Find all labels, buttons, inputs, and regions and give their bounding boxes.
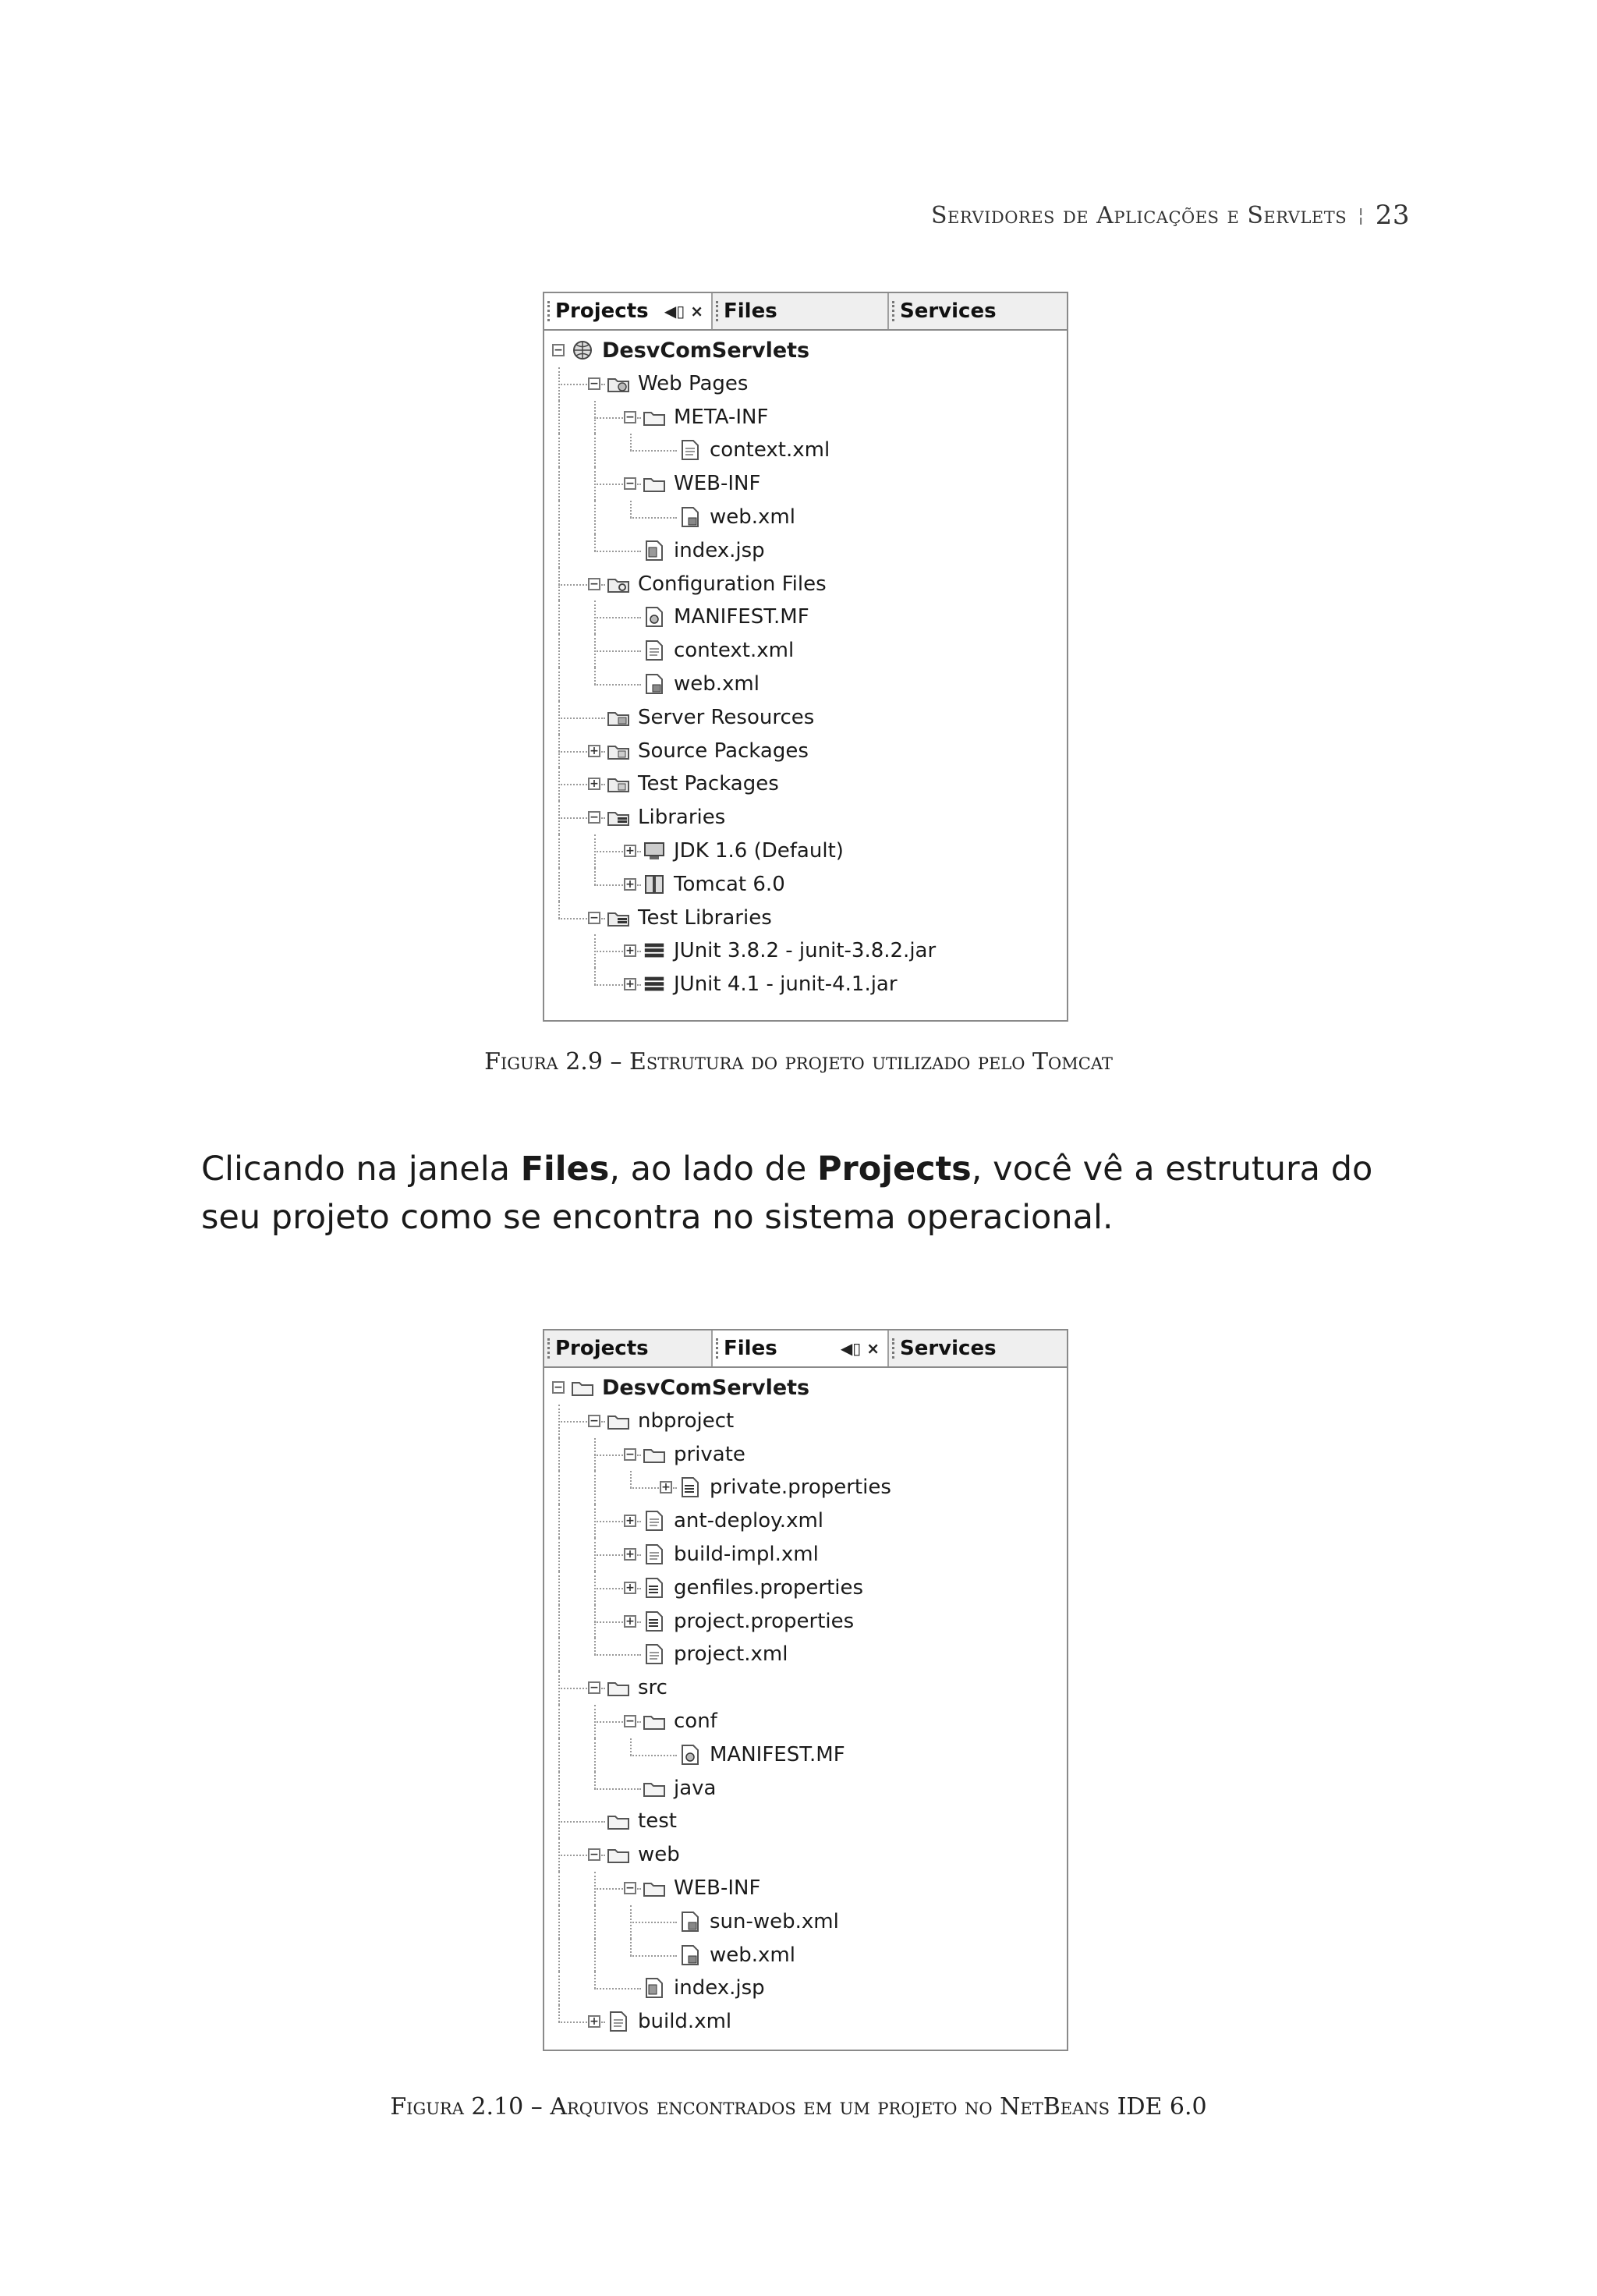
tree-node-label: web.xml (674, 671, 760, 696)
tree-node[interactable] (544, 1371, 1067, 1405)
paragraph-text: Clicando na janela (201, 1150, 521, 1189)
tree-connector (558, 1738, 560, 1772)
tree-connector (594, 1972, 596, 1989)
tree-connector (630, 501, 632, 518)
tree-connector (558, 1471, 560, 1504)
caption-dash: – (610, 1048, 622, 1075)
jar-icon (643, 973, 666, 995)
tree-connector (630, 1738, 632, 1756)
tree-node-label: META-INF (674, 405, 769, 429)
tree-node-label: java (674, 1776, 717, 1800)
running-head-separator: ¦ (1358, 204, 1365, 226)
jar-icon (643, 940, 666, 962)
tree-node-label: context.xml (710, 438, 830, 462)
paragraph-bold-files: Files (520, 1150, 610, 1189)
tree-connector (558, 1438, 560, 1472)
tree-node-label: index.jsp (674, 1976, 765, 2000)
tree-connector (558, 1671, 560, 1705)
tree-node-label: build-impl.xml (674, 1542, 819, 1566)
tree-connector (558, 1772, 560, 1805)
tree-node[interactable] (544, 1972, 1067, 2005)
tree-node[interactable] (544, 334, 1067, 367)
tab-projects[interactable] (544, 293, 713, 329)
tab-controls[interactable]: ◀▯ × (664, 302, 703, 321)
tree-node-label: private (674, 1442, 745, 1466)
tree-connector (558, 1605, 560, 1639)
expand-toggle[interactable]: + (624, 1615, 636, 1628)
folder-icon (571, 1377, 594, 1398)
expand-toggle[interactable]: + (624, 944, 636, 957)
expand-toggle[interactable]: + (624, 1582, 636, 1594)
tree-connector (558, 1638, 560, 1671)
tree-connector (558, 868, 560, 902)
file-tree (544, 1368, 1067, 2039)
tab-label: Services (900, 299, 997, 323)
tree-connector (594, 551, 641, 552)
tree-node[interactable] (544, 767, 1067, 801)
tree-node-label: Libraries (638, 806, 726, 830)
tree-node-label: sun-web.xml (710, 1909, 839, 1933)
xml-icon (678, 439, 702, 461)
tree-connector (594, 1872, 596, 1905)
collapse-toggle[interactable]: − (588, 912, 600, 924)
caption-label: Figura 2.10 (390, 2093, 524, 2121)
tree-connector (630, 450, 677, 452)
tree-node-label: JUnit 4.1 - junit-4.1.jar (674, 973, 898, 997)
tree-node-label: WEB-INF (674, 1876, 761, 1900)
collapse-toggle[interactable]: − (624, 411, 636, 423)
libraries-icon (607, 907, 630, 929)
tree-connector (594, 650, 641, 652)
collapse-toggle[interactable]: − (552, 344, 565, 356)
tree-node-label: ant-deploy.xml (674, 1509, 824, 1533)
tree-connector (594, 1438, 596, 1472)
tree-connector (558, 367, 560, 401)
tree-node-label: Test Packages (638, 772, 779, 796)
tree-connector (558, 701, 560, 735)
expand-toggle[interactable]: + (624, 878, 636, 891)
tree-node-label: project.xml (674, 1642, 788, 1667)
tree-node[interactable] (544, 968, 1067, 1001)
tree-connector (558, 1872, 560, 1905)
tree-node-label: DesvComServlets (602, 338, 810, 363)
xml-icon (643, 1643, 666, 1665)
collapse-toggle[interactable]: − (588, 578, 600, 590)
collapse-toggle[interactable]: − (624, 1715, 636, 1727)
tree-connector (558, 434, 560, 467)
tree-node-label: web (638, 1843, 680, 1867)
tree-connector (558, 568, 560, 601)
tree-connector (594, 1788, 641, 1790)
tree-connector (558, 1705, 560, 1738)
folder-icon (643, 1877, 666, 1899)
collapse-toggle[interactable]: − (588, 1415, 600, 1427)
xml-icon (643, 640, 666, 661)
collapse-toggle[interactable]: − (624, 477, 636, 490)
figure-caption (0, 2093, 1597, 2121)
expand-toggle[interactable]: + (624, 978, 636, 990)
folder-icon (607, 1410, 630, 1432)
tree-connector (594, 601, 596, 634)
tree-connector (630, 1905, 632, 1939)
tree-connector (594, 1988, 641, 1990)
tree-node-label: Server Resources (638, 705, 815, 729)
tree-node[interactable] (544, 1671, 1067, 1705)
tree-node[interactable] (544, 1838, 1067, 1872)
collapse-toggle[interactable]: − (624, 1448, 636, 1461)
tab-files[interactable] (713, 1330, 889, 1366)
tree-connector (630, 1955, 677, 1957)
expand-toggle[interactable]: + (660, 1481, 672, 1493)
manifest-icon (643, 606, 666, 628)
folder-icon (643, 1777, 666, 1799)
tree-node[interactable] (544, 1705, 1067, 1738)
tree-node[interactable] (544, 1471, 1067, 1504)
body-paragraph (201, 1145, 1418, 1242)
tree-node-label: genfiles.properties (674, 1575, 864, 1600)
tree-node[interactable] (544, 601, 1067, 634)
tree-connector (594, 1638, 596, 1655)
tree-node[interactable] (544, 467, 1067, 501)
tree-node[interactable] (544, 2005, 1067, 2039)
tab-label: Files (724, 299, 777, 323)
xml-icon (643, 1510, 666, 1532)
tree-node[interactable] (544, 1738, 1067, 1772)
tree-connector (594, 934, 596, 968)
caption-dash: – (530, 2093, 543, 2121)
tab-bar (544, 293, 1067, 331)
tree-connector (558, 1905, 560, 1939)
jdk-icon (643, 840, 666, 862)
tab-services[interactable] (889, 293, 1067, 329)
tree-node[interactable] (544, 501, 1067, 534)
tree-node[interactable] (544, 1571, 1067, 1605)
tree-node-label: Configuration Files (638, 572, 827, 596)
tree-node-label: conf (674, 1709, 717, 1733)
tree-connector (558, 1838, 560, 1872)
tree-node-label: MANIFEST.MF (674, 605, 809, 629)
folder-icon (643, 473, 666, 494)
tree-node[interactable] (544, 634, 1067, 668)
tree-node[interactable] (544, 834, 1067, 868)
tree-connector (594, 1705, 596, 1738)
tree-node-label: Tomcat 6.0 (674, 872, 785, 896)
tree-connector (558, 1939, 560, 1972)
collapse-toggle[interactable]: − (588, 1848, 600, 1861)
collapse-toggle[interactable]: − (588, 1681, 600, 1694)
tree-node-label: JUnit 3.8.2 - junit-3.8.2.jar (674, 939, 937, 963)
tree-node[interactable] (544, 534, 1067, 568)
tree-connector (594, 1738, 596, 1772)
tree-node[interactable] (544, 1939, 1067, 1972)
tree-connector (558, 1805, 560, 1838)
tree-connector (558, 1538, 560, 1571)
project-icon (571, 339, 594, 361)
xml-icon (607, 2011, 630, 2032)
expand-toggle[interactable]: + (624, 1548, 636, 1561)
tree-connector (594, 534, 596, 551)
caption-text: Arquivos encontrados em um projeto no NetBeans IDE 6.0 (550, 2093, 1207, 2121)
tree-connector (594, 1654, 641, 1656)
figure-caption (0, 1048, 1597, 1075)
tab-bar (544, 1330, 1067, 1368)
tree-connector (594, 1471, 596, 1504)
tree-connector (558, 801, 560, 834)
server-lib-icon (643, 873, 666, 895)
config-icon (607, 573, 630, 595)
collapse-toggle[interactable]: − (588, 377, 600, 390)
tree-node-label: src (638, 1676, 667, 1700)
tree-node-label: web.xml (710, 505, 795, 529)
tree-connector (558, 601, 560, 634)
tree-node[interactable] (544, 1872, 1067, 1905)
tree-node-label: DesvComServlets (602, 1376, 810, 1400)
tree-node[interactable] (544, 801, 1067, 834)
tree-connector (558, 1571, 560, 1605)
project-tree (544, 331, 1067, 1001)
caption-label: Figura 2.9 (484, 1048, 603, 1075)
tree-connector (594, 1905, 596, 1939)
tree-connector (558, 718, 605, 719)
tab-controls[interactable]: ◀▯ × (840, 1339, 880, 1358)
tree-connector (558, 1972, 560, 2005)
expand-toggle[interactable]: + (624, 1515, 636, 1527)
tree-node[interactable] (544, 1405, 1067, 1438)
folder-icon (607, 1844, 630, 1866)
webxml-icon (678, 506, 702, 528)
folder-icon (607, 1810, 630, 1832)
tree-connector (630, 434, 632, 451)
tree-connector (558, 634, 560, 668)
tree-connector (558, 1504, 560, 1538)
tree-connector (594, 834, 596, 868)
tree-node[interactable] (544, 1605, 1067, 1639)
tree-connector (558, 1405, 560, 1438)
tree-connector (594, 1504, 596, 1538)
expand-toggle[interactable]: + (588, 745, 600, 757)
package-icon (607, 773, 630, 795)
tree-node[interactable] (544, 902, 1067, 935)
props-icon (678, 1476, 702, 1498)
folder-icon (643, 406, 666, 428)
tree-node[interactable] (544, 434, 1067, 467)
tree-node[interactable] (544, 1504, 1067, 1538)
tree-connector (594, 1538, 596, 1571)
tree-node-label: test (638, 1809, 677, 1834)
tree-node[interactable] (544, 1638, 1067, 1671)
tab-label: Services (900, 1337, 997, 1360)
folder-icon (607, 1677, 630, 1699)
manifest-icon (678, 1744, 702, 1766)
tree-connector (558, 735, 560, 768)
expand-toggle[interactable]: + (588, 778, 600, 790)
expand-toggle[interactable]: + (624, 845, 636, 857)
tree-connector (594, 684, 641, 686)
tree-node[interactable] (544, 868, 1067, 902)
server-icon (607, 707, 630, 728)
tree-node[interactable] (544, 1772, 1067, 1805)
tree-node-label: index.jsp (674, 538, 765, 562)
tree-connector (594, 1605, 596, 1639)
files-window-figure (543, 1329, 1068, 2051)
tree-node-label: private.properties (710, 1476, 891, 1500)
tree-node-label: Web Pages (638, 371, 749, 395)
tree-node[interactable] (544, 367, 1067, 401)
tab-label: Projects (555, 299, 649, 323)
tree-connector (558, 2005, 560, 2022)
xml-icon (643, 1543, 666, 1565)
tree-connector (558, 401, 560, 434)
tree-node[interactable] (544, 1805, 1067, 1838)
tree-connector (558, 834, 560, 868)
running-title: Servidores de Aplicações e Servlets (930, 201, 1347, 229)
tab-label: Projects (555, 1337, 649, 1360)
tree-node[interactable] (544, 735, 1067, 768)
tree-connector (594, 617, 641, 618)
tree-node-label: project.properties (674, 1609, 855, 1633)
tree-connector (594, 868, 596, 885)
tree-connector (630, 1939, 632, 1956)
tree-node[interactable] (544, 701, 1067, 735)
projects-window-figure (543, 292, 1068, 1022)
folder-icon (643, 1444, 666, 1465)
tree-connector (558, 1821, 605, 1823)
tree-connector (630, 1471, 632, 1488)
tree-connector (594, 401, 596, 434)
tree-connector (558, 467, 560, 501)
jsp-icon (643, 1977, 666, 1999)
tab-services[interactable] (889, 1330, 1067, 1366)
package-icon (607, 740, 630, 762)
tab-label: Files (724, 1337, 777, 1360)
paragraph-text: , você vê a estrutura do seu projeto como se encontra no sistema operacional. (201, 1150, 1373, 1237)
tree-connector (594, 668, 596, 685)
tree-node[interactable] (544, 401, 1067, 434)
tree-node-label: JDK 1.6 (Default) (674, 838, 844, 863)
tree-node[interactable] (544, 568, 1067, 601)
tree-connector (594, 1571, 596, 1605)
tab-files[interactable] (713, 293, 889, 329)
props-icon (643, 1577, 666, 1599)
expand-toggle[interactable]: + (588, 2015, 600, 2028)
jsp-icon (643, 540, 666, 562)
collapse-toggle[interactable]: − (552, 1381, 565, 1394)
page-number: 23 (1375, 200, 1410, 231)
paragraph-text: , ao lado de (609, 1150, 817, 1189)
tree-node-label: Source Packages (638, 739, 809, 763)
tree-node[interactable] (544, 1538, 1067, 1571)
webxml-icon (643, 673, 666, 695)
caption-text: Estrutura do projeto utilizado pelo Tomcat (629, 1048, 1113, 1075)
tree-connector (594, 467, 596, 501)
running-head (931, 200, 1410, 231)
tree-connector (558, 534, 560, 568)
webxml-icon (678, 1911, 702, 1933)
tree-node-label: MANIFEST.MF (710, 1742, 845, 1766)
libraries-icon (607, 806, 630, 828)
tree-node-label: Test Libraries (638, 905, 772, 930)
tree-node-label: nbproject (638, 1408, 735, 1433)
tree-connector (558, 501, 560, 534)
tree-node[interactable] (544, 1905, 1067, 1939)
collapse-toggle[interactable]: − (588, 811, 600, 824)
folder-icon (643, 1710, 666, 1732)
props-icon (643, 1610, 666, 1632)
tree-connector (594, 434, 596, 467)
tree-node[interactable] (544, 934, 1067, 968)
tree-node-label: WEB-INF (674, 472, 761, 496)
tree-connector (594, 634, 596, 668)
tree-connector (558, 767, 560, 801)
tree-connector (594, 1939, 596, 1972)
tree-node[interactable] (544, 668, 1067, 701)
tree-node-label: build.xml (638, 2010, 732, 2034)
tree-connector (630, 517, 677, 519)
tree-connector (594, 501, 596, 534)
tree-connector (594, 968, 596, 985)
tree-node[interactable] (544, 1438, 1067, 1472)
collapse-toggle[interactable]: − (624, 1882, 636, 1894)
tree-node-label: context.xml (674, 639, 795, 663)
paragraph-bold-projects: Projects (816, 1150, 972, 1189)
webpages-icon (607, 373, 630, 395)
tree-connector (558, 902, 560, 919)
tree-connector (630, 1755, 677, 1756)
webxml-icon (678, 1944, 702, 1966)
tab-projects[interactable] (544, 1330, 713, 1366)
tree-connector (594, 1772, 596, 1789)
tree-connector (558, 668, 560, 701)
tree-node-label: web.xml (710, 1943, 795, 1967)
tree-connector (630, 1922, 677, 1923)
